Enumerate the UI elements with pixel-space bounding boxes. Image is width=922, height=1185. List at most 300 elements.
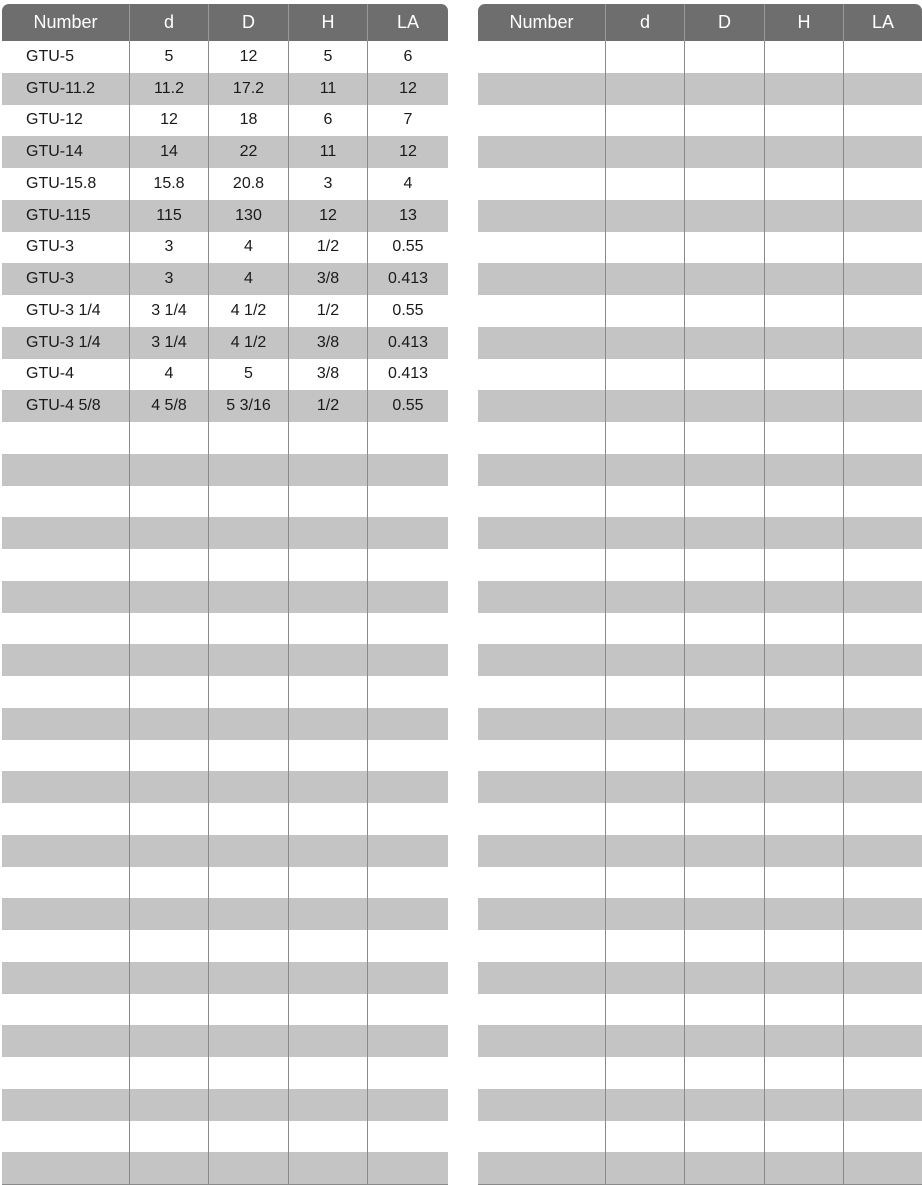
cell-D: [208, 1057, 288, 1089]
cell-number: [2, 962, 129, 994]
cell-LA: [367, 517, 448, 549]
table-row: [2, 644, 448, 676]
cell-LA: 4: [367, 168, 448, 200]
cell-d: [129, 676, 208, 708]
cell-H: [764, 930, 843, 962]
cell-D: [208, 644, 288, 676]
cell-D: [684, 136, 764, 168]
cell-LA: 0.55: [367, 232, 448, 264]
cell-LA: [843, 517, 922, 549]
cell-LA: [367, 1057, 448, 1089]
table-row: [478, 454, 922, 486]
cell-LA: [843, 708, 922, 740]
cell-LA: [843, 867, 922, 899]
table-row: [2, 232, 448, 264]
cell-D: [684, 41, 764, 73]
cell-d: 15.8: [129, 168, 208, 200]
cell-d: [605, 930, 684, 962]
cell-d: 11.2: [129, 73, 208, 105]
table-row: [2, 263, 448, 295]
table-row: [2, 422, 448, 454]
cell-d: [129, 454, 208, 486]
cell-H: [764, 200, 843, 232]
cell-D: [684, 1025, 764, 1057]
column-header-d: d: [129, 4, 208, 41]
cell-number: [478, 930, 605, 962]
cell-number: [2, 803, 129, 835]
table-row: [478, 962, 922, 994]
cell-number: [2, 867, 129, 899]
cell-d: [129, 740, 208, 772]
cell-d: [129, 771, 208, 803]
table-row: [478, 1152, 922, 1184]
cell-number: [478, 898, 605, 930]
cell-LA: [843, 898, 922, 930]
cell-number: [478, 422, 605, 454]
cell-H: [288, 1121, 367, 1153]
cell-H: [764, 1057, 843, 1089]
cell-H: [288, 422, 367, 454]
cell-D: [684, 581, 764, 613]
cell-H: [764, 41, 843, 73]
spec-table-left: [2, 4, 448, 1185]
cell-H: [764, 549, 843, 581]
cell-H: [764, 390, 843, 422]
table-row: [478, 295, 922, 327]
cell-number: GTU-4 5/8: [26, 397, 101, 415]
table-row: [478, 549, 922, 581]
cell-number: GTU-12: [26, 111, 83, 129]
cell-D: [684, 1152, 764, 1184]
cell-d: [605, 200, 684, 232]
cell-H: [288, 644, 367, 676]
table-row: [478, 200, 922, 232]
cell-LA: [843, 1089, 922, 1121]
cell-LA: [367, 549, 448, 581]
cell-number: [2, 486, 129, 518]
cell-number: GTU-115: [26, 206, 91, 224]
cell-d: [605, 898, 684, 930]
cell-H: [288, 740, 367, 772]
cell-D: [208, 613, 288, 645]
cell-LA: [843, 930, 922, 962]
cell-LA: [843, 740, 922, 772]
cell-H: [764, 613, 843, 645]
cell-H: 3: [288, 168, 367, 200]
cell-H: [288, 581, 367, 613]
table-row: [478, 740, 922, 772]
cell-number: [2, 1057, 129, 1089]
table-row: [2, 898, 448, 930]
cell-d: [129, 1152, 208, 1184]
table-row: [2, 835, 448, 867]
cell-D: [684, 613, 764, 645]
cell-number: [478, 549, 605, 581]
cell-number: [2, 581, 129, 613]
cell-H: [764, 295, 843, 327]
cell-number: [478, 994, 605, 1026]
cell-LA: [843, 644, 922, 676]
cell-d: [129, 835, 208, 867]
cell-LA: [367, 581, 448, 613]
cell-LA: [367, 676, 448, 708]
table-row: [2, 740, 448, 772]
cell-D: [684, 263, 764, 295]
cell-D: [208, 486, 288, 518]
table-row: [478, 708, 922, 740]
table-row: [478, 581, 922, 613]
cell-D: [208, 422, 288, 454]
cell-H: [288, 898, 367, 930]
cell-D: 22: [208, 136, 288, 168]
cell-d: [605, 994, 684, 1026]
table-row: [2, 803, 448, 835]
cell-D: [684, 517, 764, 549]
table-header: [2, 4, 448, 41]
cell-d: [605, 1121, 684, 1153]
cell-H: [288, 613, 367, 645]
table-row: [478, 263, 922, 295]
cell-D: [684, 486, 764, 518]
cell-d: [605, 771, 684, 803]
table-row: [478, 1025, 922, 1057]
table-row: [2, 1121, 448, 1153]
cell-number: [2, 898, 129, 930]
cell-d: [605, 327, 684, 359]
cell-d: 4: [129, 359, 208, 391]
cell-d: 4 5/8: [129, 390, 208, 422]
cell-D: [208, 581, 288, 613]
cell-H: [764, 898, 843, 930]
table-row: [2, 962, 448, 994]
cell-d: [129, 581, 208, 613]
cell-H: [764, 105, 843, 137]
cell-number: GTU-4: [26, 365, 74, 383]
cell-number: [2, 930, 129, 962]
table-row: [478, 835, 922, 867]
cell-LA: [843, 263, 922, 295]
table-row: [478, 232, 922, 264]
cell-LA: [843, 73, 922, 105]
cell-d: [605, 454, 684, 486]
table-row: [478, 422, 922, 454]
table-body: [2, 41, 448, 1184]
table-row: [2, 486, 448, 518]
cell-LA: [367, 740, 448, 772]
table-row: [2, 327, 448, 359]
table-row: [478, 517, 922, 549]
cell-d: [605, 1025, 684, 1057]
cell-number: GTU-14: [26, 143, 83, 161]
cell-number: [2, 676, 129, 708]
cell-d: [605, 803, 684, 835]
cell-LA: [843, 803, 922, 835]
cell-LA: [843, 835, 922, 867]
cell-D: [684, 1089, 764, 1121]
cell-D: [208, 803, 288, 835]
table-row: [478, 327, 922, 359]
cell-D: 17.2: [208, 73, 288, 105]
cell-H: [764, 867, 843, 899]
cell-D: 130: [208, 200, 288, 232]
cell-H: 3/8: [288, 263, 367, 295]
cell-D: 4 1/2: [208, 295, 288, 327]
table-row: [478, 486, 922, 518]
cell-LA: [843, 1057, 922, 1089]
cell-number: GTU-11.2: [26, 79, 96, 97]
cell-number: [2, 1152, 129, 1184]
cell-D: [684, 930, 764, 962]
cell-number: [2, 1089, 129, 1121]
table-row: [2, 390, 448, 422]
cell-D: [208, 930, 288, 962]
cell-number: [2, 1121, 129, 1153]
cell-D: [684, 994, 764, 1026]
cell-d: 3 1/4: [129, 295, 208, 327]
cell-LA: [367, 930, 448, 962]
cell-LA: [843, 200, 922, 232]
cell-LA: [843, 549, 922, 581]
cell-d: [605, 549, 684, 581]
cell-d: [605, 422, 684, 454]
cell-D: [684, 454, 764, 486]
table-row: [478, 1121, 922, 1153]
cell-H: [288, 867, 367, 899]
cell-D: [684, 962, 764, 994]
cell-D: [684, 232, 764, 264]
table-row: [478, 803, 922, 835]
cell-H: [288, 676, 367, 708]
table-row: [478, 168, 922, 200]
cell-d: [605, 390, 684, 422]
cell-d: [129, 1025, 208, 1057]
cell-H: [288, 549, 367, 581]
cell-LA: [843, 486, 922, 518]
column-header-d: d: [605, 4, 684, 41]
cell-H: [764, 994, 843, 1026]
table-row: [478, 41, 922, 73]
cell-LA: [843, 168, 922, 200]
cell-d: [129, 517, 208, 549]
table-row: [478, 930, 922, 962]
cell-H: [288, 708, 367, 740]
cell-D: [684, 771, 764, 803]
cell-D: [684, 803, 764, 835]
cell-number: [2, 740, 129, 772]
cell-H: 6: [288, 105, 367, 137]
table-row: [478, 994, 922, 1026]
table-row: [478, 1057, 922, 1089]
table-row: [2, 1057, 448, 1089]
cell-D: [208, 708, 288, 740]
table-row: [478, 73, 922, 105]
table-row: [478, 1089, 922, 1121]
cell-H: [764, 73, 843, 105]
cell-d: [605, 295, 684, 327]
cell-H: [288, 803, 367, 835]
cell-H: [764, 676, 843, 708]
cell-D: [684, 1121, 764, 1153]
cell-D: [208, 454, 288, 486]
cell-d: [605, 486, 684, 518]
cell-number: [478, 835, 605, 867]
cell-LA: 7: [367, 105, 448, 137]
cell-H: 1/2: [288, 390, 367, 422]
cell-d: [605, 105, 684, 137]
cell-D: [684, 708, 764, 740]
table-row: [2, 1089, 448, 1121]
cell-D: [684, 390, 764, 422]
table-body: [478, 41, 922, 1184]
cell-d: [129, 644, 208, 676]
cell-H: [288, 454, 367, 486]
cell-LA: [367, 835, 448, 867]
cell-H: [764, 168, 843, 200]
cell-H: [288, 486, 367, 518]
table-row: [2, 359, 448, 391]
table-row: [2, 581, 448, 613]
cell-LA: [843, 105, 922, 137]
cell-number: [2, 708, 129, 740]
table-row: [2, 73, 448, 105]
cell-d: [605, 708, 684, 740]
cell-H: [764, 1152, 843, 1184]
cell-H: [764, 1121, 843, 1153]
cell-number: [2, 454, 129, 486]
cell-d: [605, 232, 684, 264]
table-row: [2, 771, 448, 803]
cell-D: [684, 105, 764, 137]
cell-LA: 0.55: [367, 390, 448, 422]
cell-H: [288, 994, 367, 1026]
cell-H: [288, 835, 367, 867]
cell-number: [478, 803, 605, 835]
cell-number: [2, 549, 129, 581]
column-header-number: Number: [33, 12, 98, 32]
column-header-number: Number: [509, 12, 574, 32]
cell-number: [2, 1025, 129, 1057]
cell-H: [764, 486, 843, 518]
cell-LA: [367, 454, 448, 486]
cell-number: [478, 676, 605, 708]
cell-D: [684, 73, 764, 105]
cell-number: [478, 295, 605, 327]
cell-d: [605, 644, 684, 676]
table-row: [478, 644, 922, 676]
cell-D: [684, 422, 764, 454]
cell-H: [764, 454, 843, 486]
cell-LA: [843, 581, 922, 613]
column-header-D: D: [208, 4, 288, 41]
cell-LA: [367, 486, 448, 518]
cell-D: [684, 676, 764, 708]
cell-d: 115: [129, 200, 208, 232]
table-row: [478, 136, 922, 168]
cell-H: [764, 1025, 843, 1057]
cell-number: [478, 1152, 605, 1184]
cell-LA: 0.413: [367, 359, 448, 391]
cell-number: [478, 581, 605, 613]
cell-number: [2, 644, 129, 676]
cell-D: [208, 835, 288, 867]
table-row: [2, 613, 448, 645]
cell-d: [129, 1089, 208, 1121]
cell-H: [764, 803, 843, 835]
table-row: [2, 549, 448, 581]
cell-number: [478, 41, 605, 73]
cell-D: [208, 1089, 288, 1121]
cell-number: [478, 454, 605, 486]
table-row: [2, 200, 448, 232]
table-row: [2, 295, 448, 327]
cell-d: 3: [129, 263, 208, 295]
cell-LA: [367, 708, 448, 740]
table-row: [2, 105, 448, 137]
cell-D: [208, 867, 288, 899]
cell-H: [288, 517, 367, 549]
cell-LA: [843, 232, 922, 264]
cell-d: [605, 41, 684, 73]
cell-d: [129, 898, 208, 930]
cell-D: 4 1/2: [208, 327, 288, 359]
cell-D: [208, 549, 288, 581]
cell-H: [764, 263, 843, 295]
cell-d: [605, 263, 684, 295]
cell-number: [478, 517, 605, 549]
cell-H: [764, 740, 843, 772]
cell-number: [478, 644, 605, 676]
cell-d: [129, 930, 208, 962]
cell-LA: 0.413: [367, 327, 448, 359]
cell-D: [208, 898, 288, 930]
cell-number: [478, 263, 605, 295]
cell-D: [684, 1057, 764, 1089]
cell-d: [129, 549, 208, 581]
cell-d: [605, 168, 684, 200]
cell-D: [208, 771, 288, 803]
table-row: [2, 1152, 448, 1184]
cell-H: [764, 708, 843, 740]
cell-number: [2, 835, 129, 867]
cell-number: [478, 105, 605, 137]
cell-number: [2, 422, 129, 454]
cell-LA: [367, 1152, 448, 1184]
cell-number: GTU-3: [26, 238, 74, 256]
cell-H: 11: [288, 136, 367, 168]
cell-d: [605, 740, 684, 772]
cell-D: [684, 644, 764, 676]
cell-number: [478, 327, 605, 359]
table-row: [478, 898, 922, 930]
table-row: [478, 359, 922, 391]
cell-LA: 13: [367, 200, 448, 232]
cell-D: [684, 835, 764, 867]
table-row: [2, 1025, 448, 1057]
cell-number: [478, 486, 605, 518]
cell-number: [2, 994, 129, 1026]
cell-d: [605, 517, 684, 549]
cell-number: [478, 867, 605, 899]
cell-D: 20.8: [208, 168, 288, 200]
spec-table-right: [478, 4, 922, 1185]
cell-LA: [843, 327, 922, 359]
column-header-H: H: [288, 4, 367, 41]
cell-LA: [843, 295, 922, 327]
cell-number: [478, 136, 605, 168]
cell-LA: [843, 41, 922, 73]
table-row: [2, 41, 448, 73]
cell-number: [478, 168, 605, 200]
